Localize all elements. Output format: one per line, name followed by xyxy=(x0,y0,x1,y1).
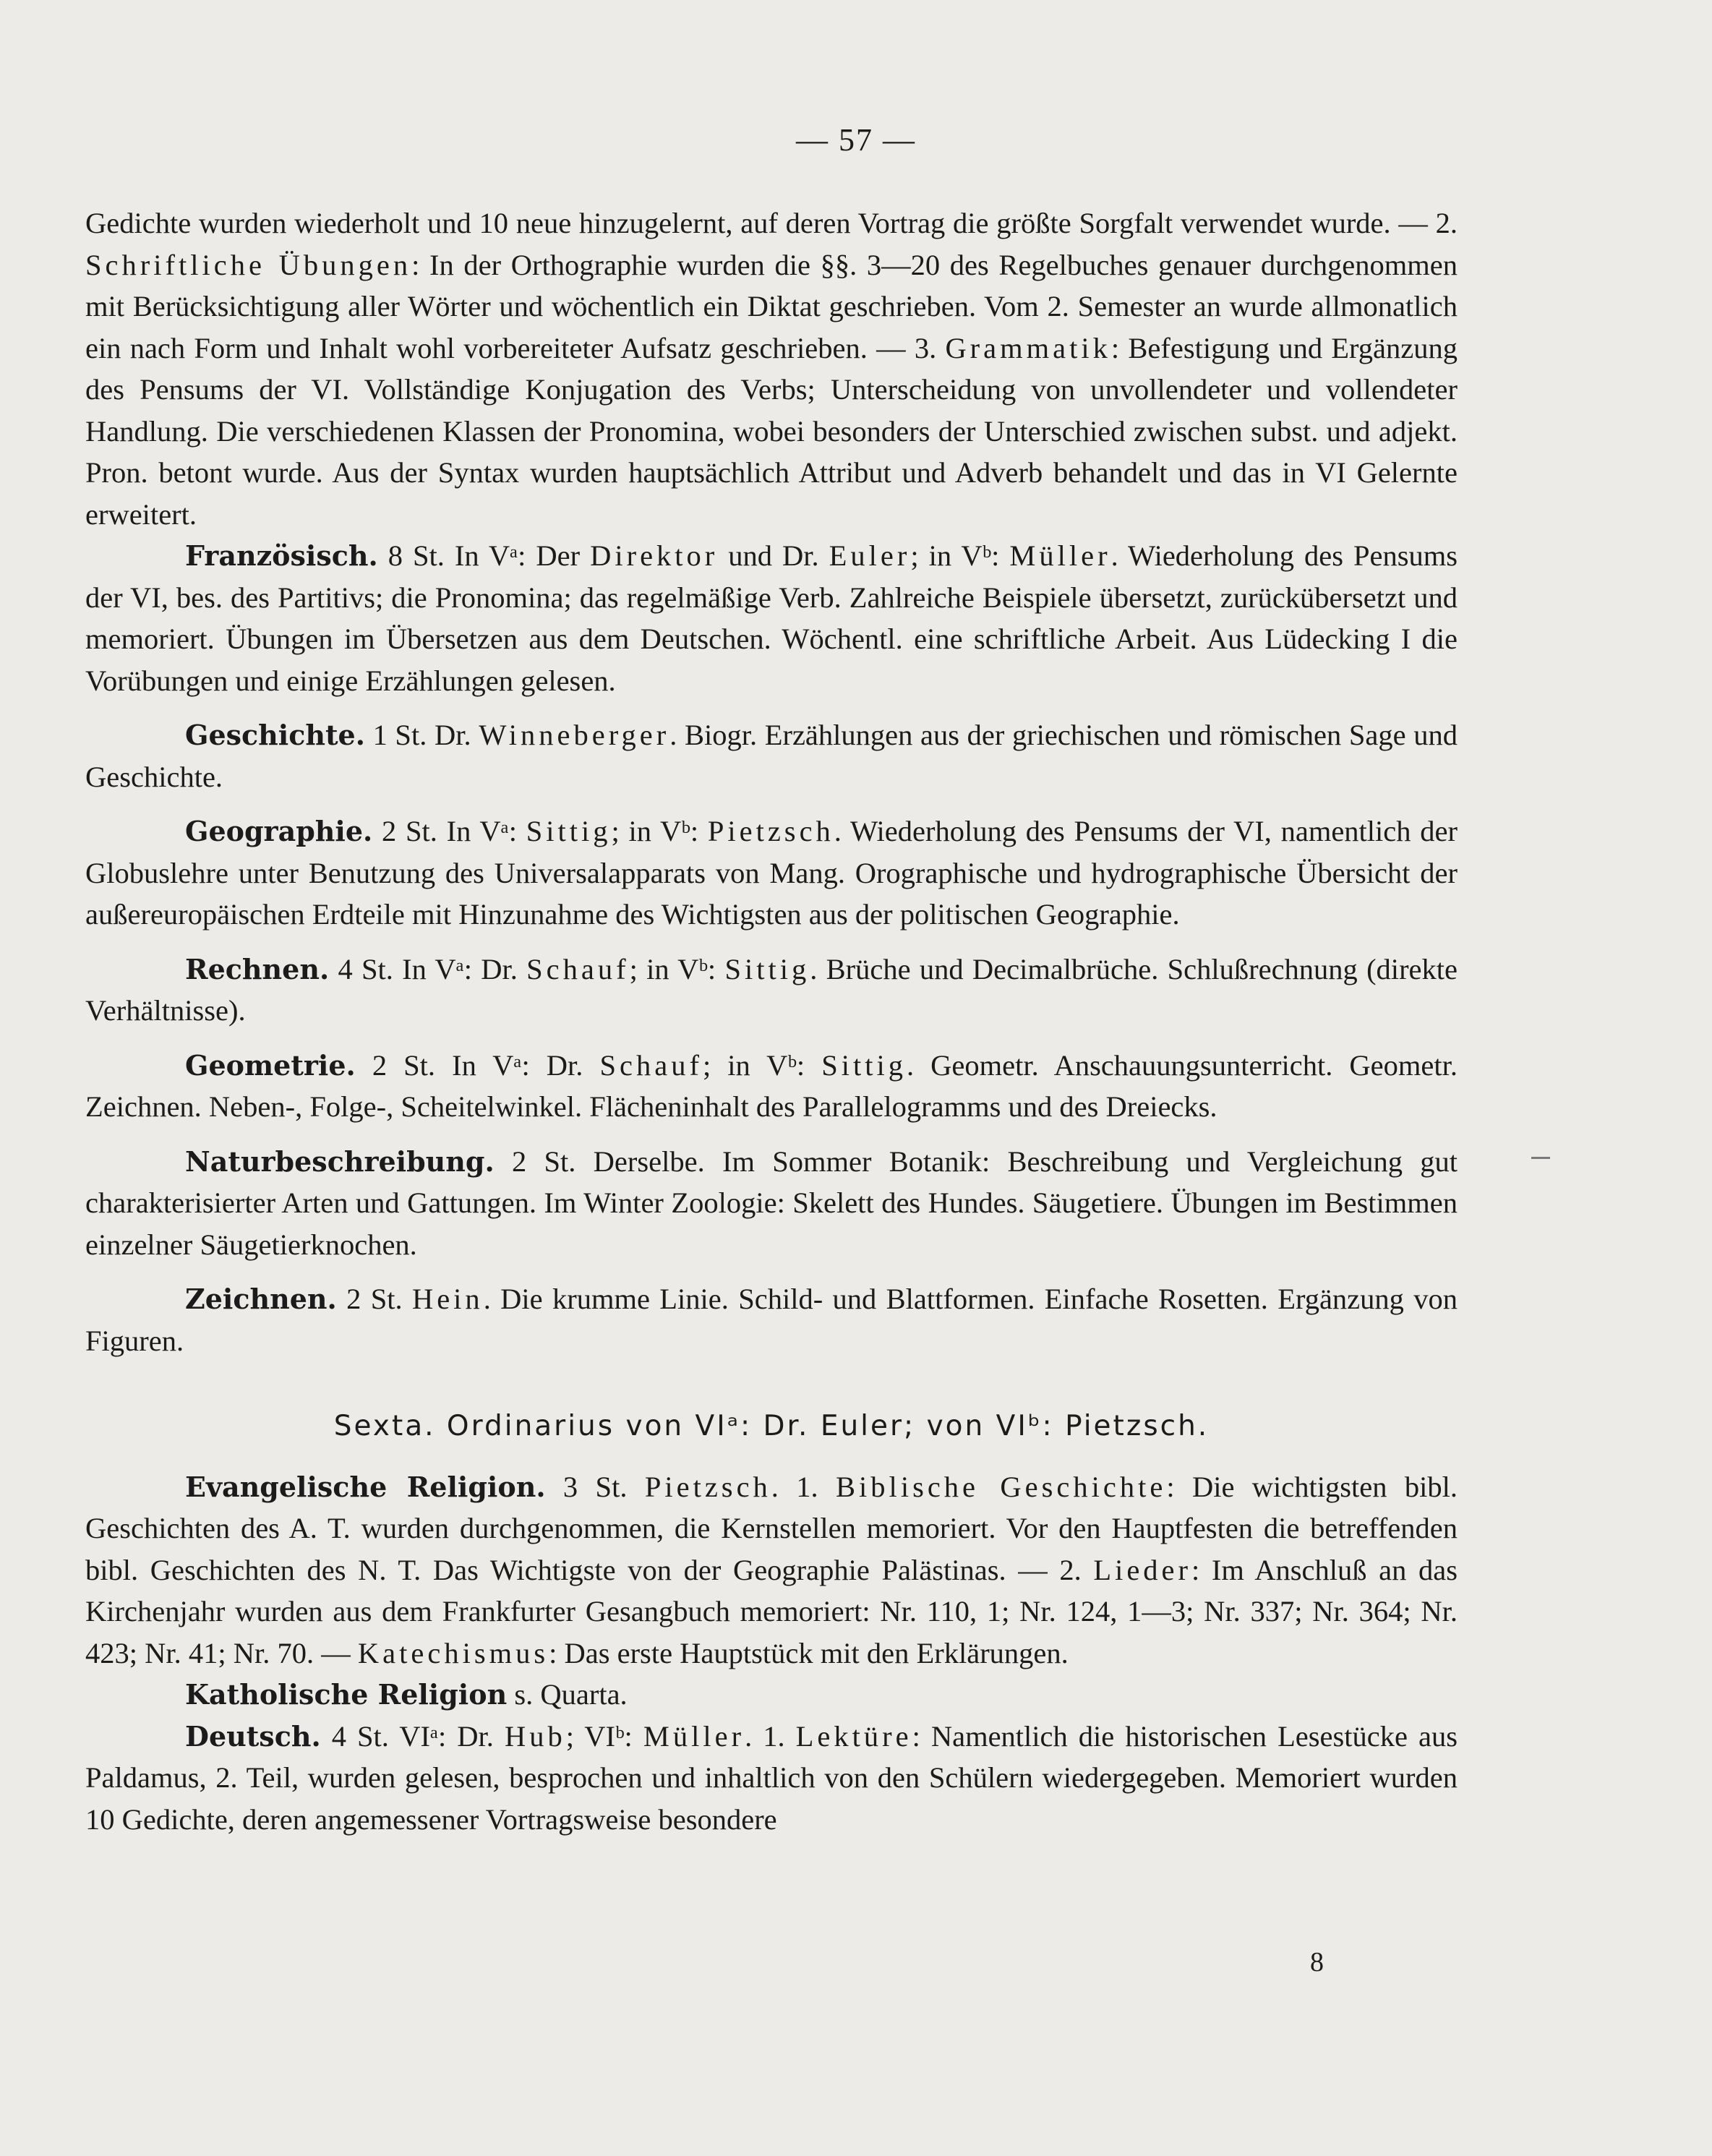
body-text xyxy=(85,202,1458,1840)
teacher-name: Direktor xyxy=(590,539,719,572)
teacher-name: Sittig xyxy=(821,1048,907,1082)
heading-text: Sexta. Ordinarius von VIᵃ: Dr. xyxy=(333,1410,821,1442)
subject-heading: Geschichte. xyxy=(185,719,365,751)
teacher-name: Sittig xyxy=(526,815,612,847)
teacher-name: Hein xyxy=(411,1283,484,1315)
margin-mark xyxy=(1531,1157,1550,1159)
text: 2 St. Derselbe. Im Sommer Botanik: Beschreibung und Vergleichung gut charakterisierter Arten und Gattungen. Im Winter Zoologie: Skelett des Hundes. Säugetiere. Übungen im Bestimmen einzelner Säugetierknochen. xyxy=(85,1145,1458,1261)
text: : Die wichtigsten bibl. Geschichten des A. T. wurden durchgenommen, die Kernstellen memoriert. Vor den Hauptfesten die betreffenden bibl. Geschichten des N. T. Das Wichtigste von der Geographie Palästinas. — 2. xyxy=(85,1470,1458,1586)
text: 8 St. In Vᵃ: Der xyxy=(377,539,591,572)
teacher-name: Euler xyxy=(820,1410,904,1442)
spaced-term: Lieder xyxy=(1093,1553,1192,1586)
paragraph-geschichte xyxy=(85,714,1458,797)
subject-heading: Französisch. xyxy=(185,539,378,572)
paragraph-naturbeschreibung xyxy=(85,1141,1458,1266)
page-number: — 57 — xyxy=(796,122,916,158)
subject-heading: Zeichnen. xyxy=(185,1283,337,1315)
text: : Namentlich die historischen Lesestücke aus Paldamus, 2. Teil, wurden gelesen, besprochen und inhaltlich von den Schülern wiedergegeben. Memoriert wurden 10 Gedichte, deren angemessener Vortragsweise besondere xyxy=(85,1719,1458,1836)
teacher-name: Schauf xyxy=(526,952,630,985)
text: : In der Orthographie wurden die §§. 3—20 des Regelbuches genauer durchgenommen mit Berücksichtigung aller Wörter und wöchentlich ein Diktat geschrieben. Vom 2. Semester an wurde allmonatlich ein nach Form und Inhalt wohl vorbereiteter Aufsatz geschrieben. — 3. xyxy=(85,248,1458,364)
text: 1 St. Dr. xyxy=(364,719,479,751)
teacher-name: Pietzsch. xyxy=(1065,1410,1210,1442)
text: : Befestigung und Ergänzung des Pensums der VI. Vollständige Konjugation des Verbs; Unterscheidung von unvollendeter und vollendeter Handlung. Die verschiedenen Klassen der Pronomina, wobei besonders der Unterschied zwischen subst. und adjekt. Pron. betont wurde. Aus der Syntax wurden hauptsächlich Attribut und Adverb behandelt und das in VI Gelernte erweitert. xyxy=(85,331,1458,531)
text: 3 St. xyxy=(545,1470,645,1503)
text: ; in Vᵇ: xyxy=(702,1048,822,1082)
text: 2 St. xyxy=(336,1283,412,1315)
text: : Im Anschluß an das Kirchenjahr wurden aus dem Frankfurter Gesangbuch memoriert: Nr. 110, 1; Nr. 124, 1—3; Nr. 337; Nr. 364; Nr. 423; Nr. 41; Nr. 70. — xyxy=(85,1553,1458,1669)
teacher-name: Pietzsch xyxy=(644,1470,771,1503)
text: . Die krumme Linie. Schild- und Blattformen. Einfache Rosetten. Ergänzung von Figuren. xyxy=(85,1283,1458,1357)
text: . Geometr. Anschauungsunterricht. Geometr. Zeichnen. Neben-, Folge-, Scheitelwinkel. Flächeninhalt des Parallelogramms und des Dreiecks. xyxy=(85,1048,1458,1123)
paragraph-franzoesisch xyxy=(85,535,1458,701)
teacher-name: Winneberger xyxy=(479,719,670,751)
paragraph-deutsch-continued xyxy=(85,202,1458,535)
paragraph-zeichnen xyxy=(85,1278,1458,1361)
spaced-term: Grammatik xyxy=(945,331,1111,364)
text: s. Quarta. xyxy=(507,1678,628,1711)
text: ; in Vᵇ: xyxy=(910,539,1010,572)
text: . 1. xyxy=(745,1719,796,1753)
paragraph-katholische-religion xyxy=(85,1674,1458,1716)
text: . Wiederholung des Pensums der VI, namentlich der Globuslehre unter Benutzung des Universalapparats von Mang. Orographische und hydrographische Übersicht der außereuropäischen Erdteile mit Hinzunahme des Wichtigsten aus der politischen Geographie. xyxy=(85,815,1458,931)
subject-heading: Naturbeschreibung. xyxy=(185,1145,495,1178)
text: ; in Vᵇ: xyxy=(629,952,725,985)
heading-text: ; von VIᵇ: xyxy=(904,1410,1066,1442)
text: ; VIᵇ: xyxy=(565,1719,643,1753)
text: . Biogr. Erzählungen aus der griechischen und römischen Sage und Geschichte. xyxy=(85,719,1458,793)
text: 2 St. In Vᵃ: Dr. xyxy=(355,1048,600,1082)
subject-heading: Geographie. xyxy=(185,815,373,847)
text: . Brüche und Decimalbrüche. Schlußrechnung (direkte Verhältnisse). xyxy=(85,952,1458,1027)
teacher-name: Müller xyxy=(643,1719,745,1753)
spaced-term: Katechismus xyxy=(357,1636,549,1669)
text: Gedichte wurden wiederholt und 10 neue hinzugelernt, auf deren Vortrag die größte Sorgfalt verwendet wurde. — 2. xyxy=(85,207,1458,239)
spaced-term: Lektüre xyxy=(795,1719,912,1753)
text: ; in Vᵇ: xyxy=(611,815,708,847)
paragraph-evangelische-religion xyxy=(85,1466,1458,1674)
paragraph-geometrie xyxy=(85,1045,1458,1128)
teacher-name: Sittig xyxy=(724,952,810,985)
subject-heading: Evangelische Religion. xyxy=(185,1470,546,1503)
section-heading-sexta xyxy=(85,1405,1458,1447)
teacher-name: Müller xyxy=(1009,539,1111,572)
teacher-name: Euler xyxy=(829,539,911,572)
subject-heading: Geometrie. xyxy=(185,1048,356,1082)
subject-heading: Katholische Religion xyxy=(185,1678,508,1711)
paragraph-rechnen xyxy=(85,949,1458,1032)
paragraph-deutsch xyxy=(85,1716,1458,1841)
subject-heading: Rechnen. xyxy=(185,952,330,985)
spaced-term: Schriftliche Übungen xyxy=(85,248,412,281)
text: 4 St. VIᵃ: Dr. xyxy=(320,1719,505,1753)
text: 2 St. In Vᵃ: xyxy=(372,815,526,847)
text: . 1. xyxy=(771,1470,836,1503)
subject-heading: Deutsch. xyxy=(185,1719,321,1753)
teacher-name: Schauf xyxy=(599,1048,703,1082)
paragraph-geographie xyxy=(85,810,1458,936)
teacher-name: Hub xyxy=(504,1719,566,1753)
text: und Dr. xyxy=(718,539,829,572)
spaced-term: Biblische Geschichte xyxy=(836,1470,1167,1503)
text: . Wiederholung des Pensums der VI, bes. des Partitivs; die Pronomina; das regelmäßige Verb. Zahlreiche Beispiele übersetzt, zurückübersetzt und memoriert. Übungen im Übersetzen aus dem Deutschen. Wöchentl. eine schriftliche Arbeit. Aus Lüdecking I die Vorübungen und einige Erzählungen gelesen. xyxy=(85,539,1458,697)
teacher-name: Pietzsch xyxy=(707,815,834,847)
text: : Das erste Hauptstück mit den Erklärungen. xyxy=(549,1636,1069,1669)
signature-mark: 8 xyxy=(1310,1947,1324,1977)
text: 4 St. In Vᵃ: Dr. xyxy=(329,952,527,985)
